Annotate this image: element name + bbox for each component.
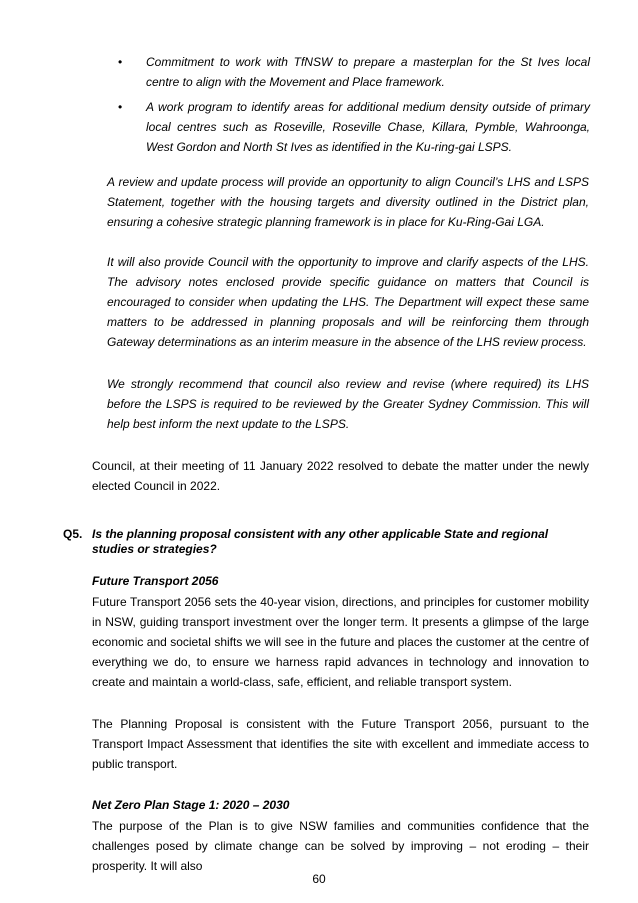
question-text: Is the planning proposal consistent with any other applicable State and regional studies or strategies?	[92, 527, 549, 556]
quote-paragraph: A review and update process will provide an opportunity to align Council’s LHS and LSPS Statement, together with the housing targets and diversity outlined in the District plan, ensuring a cohesive strategic planning framework is in place for Ku-Ring-Gai LGA.	[107, 175, 589, 229]
bullet-item	[118, 97, 590, 157]
bullet-list	[118, 52, 590, 162]
bullet-icon: •	[118, 100, 123, 114]
body-paragraph: The Planning Proposal is consistent with the Future Transport 2056, pursuant to the Transport Impact Assessment that identifies the site with excellent and immediate access to public transport.	[92, 717, 589, 771]
section-heading: Net Zero Plan Stage 1: 2020 – 2030	[92, 798, 290, 812]
quote-paragraph: It will also provide Council with the opportunity to improve and clarify aspects of the LHS. The advisory notes enclosed provide specific guidance on matters that Council is encouraged to consider when updating the LHS. The Department will expect these same matters to be addressed in planning proposals and will be reinforcing them through Gateway determinations as an interim measure in the absence of the LHS review process.	[107, 255, 589, 349]
body-paragraph: Future Transport 2056 sets the 40-year vision, directions, and principles for customer mobility in NSW, guiding transport investment over the longer term. It presents a glimpse of the large economic and societal shifts we will see in the future and places the customer at the centre of everything we do, to ensure we harness rapid advances in technology and innovation to create and maintain a world-class, safe, efficient, and reliable transport system.	[92, 595, 589, 689]
quote-paragraph: We strongly recommend that council also review and revise (where required) its LHS before the LSPS is required to be reviewed by the Greater Sydney Commission. This will help best inform the next update to the LSPS.	[107, 377, 589, 431]
section-heading: Future Transport 2056	[92, 574, 219, 588]
body-paragraph: The purpose of the Plan is to give NSW families and communities confidence that the challenges posed by climate change can be solved by improving – not eroding – their prosperity. It will also	[92, 819, 589, 873]
bullet-icon: •	[118, 55, 123, 69]
page-number: 60	[312, 872, 326, 886]
question-number: Q5.	[63, 527, 83, 541]
council-paragraph: Council, at their meeting of 11 January 2022 resolved to debate the matter under the newly elected Council in 2022.	[92, 459, 589, 493]
bullet-item	[118, 52, 590, 92]
bullet-text: Commitment to work with TfNSW to prepare a masterplan for the St Ives local centre to align with the Movement and Place framework.	[146, 55, 590, 89]
bullet-text: A work program to identify areas for additional medium density outside of primary local centres such as Roseville, Roseville Chase, Killara, Pymble, Wahroonga, West Gordon and North St Ives as identified in the Ku-ring-gai LSPS.	[146, 100, 590, 154]
